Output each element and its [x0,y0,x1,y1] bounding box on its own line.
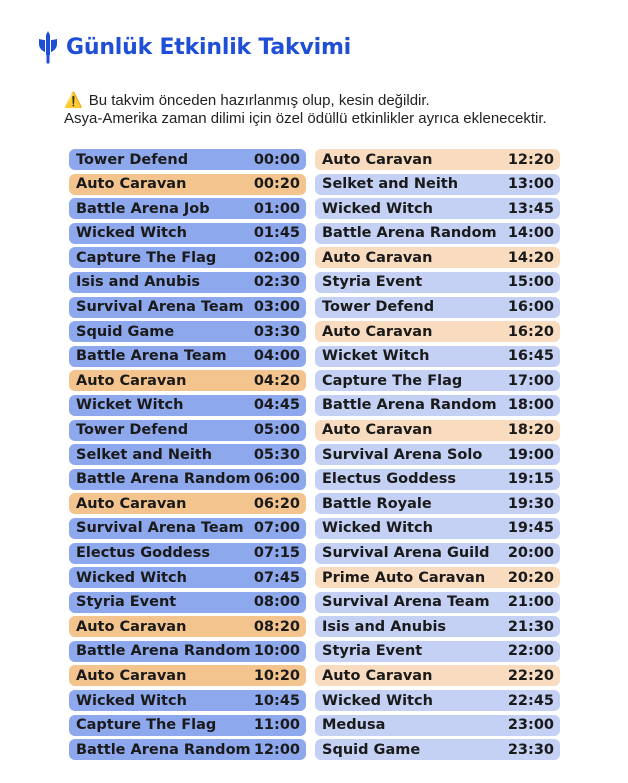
event-name: Tower Defend [76,422,189,439]
event-name: Auto Caravan [76,495,187,512]
event-time: 01:00 [253,200,300,217]
event-name: Survival Arena Solo [322,446,483,463]
schedule-row [69,518,306,539]
event-name: Battle Arena Random [76,643,251,660]
event-time: 19:45 [507,520,554,537]
event-name: Selket and Neith [76,446,213,463]
event-time: 19:00 [507,446,554,463]
schedule-row [315,493,560,514]
event-time: 03:00 [253,299,300,316]
event-name: Auto Caravan [76,176,187,193]
schedule-row [69,420,306,441]
schedule-row [315,715,560,736]
schedule-row [315,174,560,195]
event-time: 06:00 [253,471,300,488]
schedule-row [69,297,306,318]
event-name: Battle Arena Random [322,397,497,414]
event-name: Capture The Flag [76,249,217,266]
event-name: Battle Arena Team [76,348,227,365]
event-name: Survival Arena Team [76,299,244,316]
event-name: Capture The Flag [76,717,217,734]
event-time: 02:30 [253,274,300,291]
event-name: Squid Game [76,323,175,340]
schedule-row [315,198,560,219]
event-name: Wicked Witch [76,692,187,709]
schedule-row [315,321,560,342]
event-name: Battle Arena Random [76,741,251,758]
schedule-row [315,370,560,391]
sword-shield-icon [36,30,60,64]
event-time: 14:00 [507,225,554,242]
schedule-row [69,469,306,490]
event-name: Wicked Witch [76,225,187,242]
event-time: 19:15 [507,471,554,488]
schedule-row [69,543,306,564]
event-time: 23:30 [507,741,554,758]
event-time: 18:00 [507,397,554,414]
event-time: 05:30 [253,446,300,463]
warning-icon: ⚠️ [64,92,83,109]
schedule-row [69,665,306,686]
event-time: 20:20 [507,569,554,586]
event-time: 07:15 [253,545,300,561]
schedule-row [69,567,306,588]
event-time: 18:20 [507,422,554,439]
event-time: 21:30 [507,618,554,635]
schedule-row [69,272,306,293]
event-name: Survival Arena Team [76,520,244,537]
schedule-row [69,223,306,244]
event-time: 04:20 [253,372,300,389]
schedule-row [69,198,306,219]
event-name: Styria Event [76,594,177,611]
event-name: Battle Arena Random [322,225,497,242]
event-time: 07:00 [253,520,300,537]
event-time: 13:45 [507,200,554,217]
event-time: 00:00 [253,151,300,168]
event-time: 10:45 [253,692,300,709]
event-name: Battle Arena Job [76,200,210,217]
schedule-row [315,592,560,613]
event-time: 22:45 [507,692,554,709]
event-name: Wicked Witch [322,692,433,709]
event-time: 15:00 [507,274,554,291]
schedule-row [69,174,306,195]
event-name: Isis and Anubis [322,618,447,635]
event-name: Auto Caravan [322,249,433,266]
event-time: 23:00 [507,717,554,734]
schedule-row [69,346,306,367]
schedule-row [69,493,306,514]
event-time: 03:30 [253,323,300,340]
event-time: 20:00 [507,545,554,561]
event-time: 16:45 [507,348,554,365]
event-time: 02:00 [253,249,300,266]
event-name: Auto Caravan [322,667,433,684]
event-time: 01:45 [253,225,300,242]
schedule-row [315,247,560,268]
event-name: Styria Event [322,274,423,291]
schedule-row [315,665,560,686]
event-name: Auto Caravan [76,372,187,389]
event-name: Prime Auto Caravan [322,569,486,586]
schedule-row [69,149,306,170]
event-time: 12:00 [253,741,300,758]
schedule-row [69,395,306,416]
event-name: Survival Arena Guild [322,545,490,561]
event-time: 21:00 [507,594,554,611]
event-name: Battle Arena Random [76,471,251,488]
event-time: 19:30 [507,495,554,512]
schedule-row [315,469,560,490]
schedule-row [315,223,560,244]
event-name: Survival Arena Team [322,594,490,611]
schedule-row [69,321,306,342]
schedule-row [315,444,560,465]
schedule-row [315,616,560,637]
event-time: 07:45 [253,569,300,586]
schedule-notice [64,92,547,128]
event-time: 10:00 [253,643,300,660]
event-name: Electus Goddess [322,471,456,488]
event-time: 06:20 [253,495,300,512]
schedule-row [315,739,560,760]
schedule-row [69,616,306,637]
event-time: 08:20 [253,618,300,635]
event-time: 10:20 [253,667,300,684]
schedule-row [315,543,560,564]
event-name: Wicked Witch [322,520,433,537]
schedule-row [69,592,306,613]
page-title: Günlük Etkinlik Takvimi [66,34,352,60]
schedule-row [315,420,560,441]
event-name: Auto Caravan [322,422,433,439]
schedule-row [315,149,560,170]
schedule-row [69,715,306,736]
notice-text-1: Bu takvim önceden hazırlanmış olup, kesin değildir. [88,92,430,109]
schedule-row [69,690,306,711]
schedule-row [315,641,560,662]
event-time: 04:45 [253,397,300,414]
schedule-row [69,370,306,391]
event-name: Styria Event [322,643,423,660]
event-time: 05:00 [253,422,300,439]
schedule-row [315,567,560,588]
event-name: Wicket Witch [322,348,430,365]
event-time: 11:00 [253,717,300,734]
event-name: Selket and Neith [322,176,459,193]
schedule-row [69,739,306,760]
event-time: 04:00 [253,348,300,365]
event-name: Wicked Witch [76,569,187,586]
notice-text-2: Asya-Amerika zaman dilimi için özel ödüllü etkinlikler ayrıca eklenecektir. [64,110,547,127]
event-name: Wicked Witch [322,200,433,217]
event-time: 13:00 [507,176,554,193]
event-name: Auto Caravan [76,667,187,684]
event-name: Tower Defend [322,299,435,316]
schedule-row [69,247,306,268]
event-time: 22:00 [507,643,554,660]
event-name: Medusa [322,717,386,734]
schedule-row [315,272,560,293]
event-name: Capture The Flag [322,372,463,389]
event-time: 00:20 [253,176,300,193]
schedule-column-left [69,149,306,764]
notice-line-1 [64,92,547,110]
event-time: 08:00 [253,594,300,611]
event-name: Battle Royale [322,495,432,512]
event-time: 16:20 [507,323,554,340]
schedule-row [69,641,306,662]
event-name: Auto Caravan [322,323,433,340]
event-time: 12:20 [507,151,554,168]
event-time: 17:00 [507,372,554,389]
schedule-column-right [315,149,560,764]
page-header [36,30,351,64]
event-time: 16:00 [507,299,554,316]
event-name: Auto Caravan [322,151,433,168]
event-name: Isis and Anubis [76,274,201,291]
schedule-row [315,346,560,367]
event-name: Electus Goddess [76,545,210,561]
schedule-row [315,518,560,539]
schedule-row [69,444,306,465]
event-name: Squid Game [322,741,421,758]
event-name: Auto Caravan [76,618,187,635]
event-time: 14:20 [507,249,554,266]
event-time: 22:20 [507,667,554,684]
schedule-row [315,395,560,416]
event-name: Tower Defend [76,151,189,168]
schedule-row [315,297,560,318]
schedule-row [315,690,560,711]
event-name: Wicket Witch [76,397,184,414]
